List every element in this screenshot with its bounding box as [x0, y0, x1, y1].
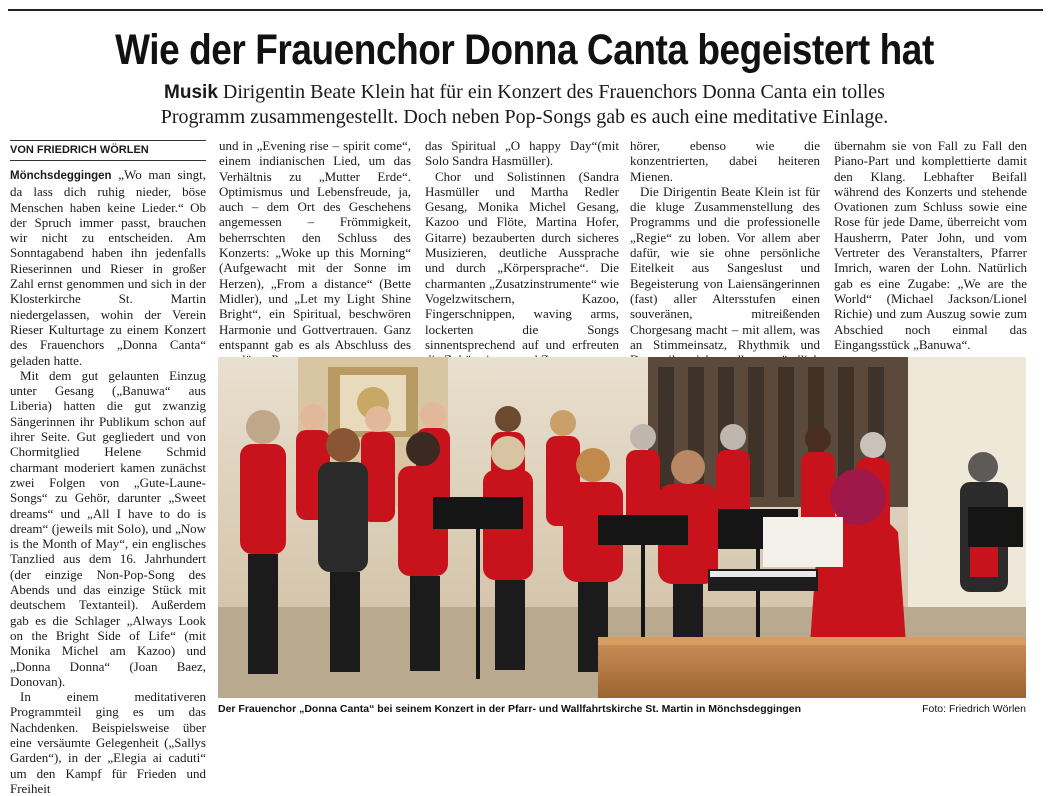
- column-5: [834, 138, 1027, 352]
- choir-photo: [218, 357, 1026, 698]
- photo-caption: [218, 703, 1026, 719]
- column-1: [10, 140, 206, 796]
- paragraph: das Spiritual „O happy Day“(mit Solo Sandra Hasmüller).: [425, 138, 619, 169]
- author-rule: [10, 160, 206, 161]
- teaser-text-2: Programm zusammengestellt. Doch neben Pop-Songs gab es auch eine meditative Einlage.: [160, 106, 889, 128]
- paragraph: und in „Evening rise – spirit come“, einem indianischen Lied, um das Verhältnis zu „Mutter Erde“. Optimismus und Lebensfreude, ja, auch – dem Ort des Geschehens angemessen – Frömmigkeit, beherrschten den Schluss des Konzerts: „Woke up this Morning“ (Aufgewacht mit der Sonne im Herzen), „From a distance“ (Bette Midler), und „Let my Light Shine Bright“, ein Spiritual, beschwören Harmonie und Gottvertrauen. Ganz entspannt gab es als Abschluss des: [219, 138, 411, 352]
- caption-text: Der Frauenchor „Donna Canta“ bei seinem Konzert in der Pfarr- und Wallfahrtskirche St. Martin in Mönchsdeggingen: [218, 703, 802, 715]
- teaser-line-1: [100, 80, 949, 105]
- column-4: [630, 138, 820, 352]
- choir-photo-illustration: [218, 357, 1026, 698]
- top-rule: [8, 9, 1043, 11]
- paragraph: [10, 167, 206, 368]
- column-2: [219, 138, 411, 352]
- paragraph: übernahm sie von Fall zu Fall den Piano-Part und komplettierte damit den Klang. Lebhafter Beifall während des Konzerts und stehende Ovationen zum Schluss sowie eine Rose für jede Dame, überreicht vom Hausherrn, Pater John, und vom Vertreter des Veranstalters, Pfarrer Imrich, waren der Lohn. Natürlich gab es eine Zugabe: „We are the World“ (Michael Jackson/Lionel Richie) und zum Auszug sowie zum Abschied noch einmal das Eingangsstück „Banuwa“.: [834, 138, 1027, 352]
- teaser: [100, 80, 949, 129]
- kicker: Musik: [164, 82, 218, 103]
- paragraph: In einem meditativeren Programmteil ging es um das Nachdenken. Beispielsweise über eine versäumte Gelegenheit („Sallys Garden“), in der „Elegia ai caduti“ um den Kampf für Frieden und Freiheit: [10, 689, 206, 796]
- paragraph: hörer, ebenso wie die konzentrierten, dabei heiteren Mienen.: [630, 138, 820, 184]
- paragraph: Mit dem gut gelaunten Einzug unter Gesang („Banuwa“ aus Liberia) hatten die gut zwanzig Sängerinnen ihr Publikum schon auf ihrer Seite. Gut gegliedert und von Chormitglied Helene Schmid charmant moderiert kamen zunächst zwei Folgen von „Gute-Laune-Songs“ zu Gehör, darunter „Sweet dreams“ und „All I have to do is dream“ (jeweils mit Solo), und „Now is the Month of May“, ein englisches Tanzlied aus dem 16. Jahrhundert (der einzige Non-Pop-Song des Abends und das einzige Stück mit deutschem Textanteil). Außerdem gab es die Schlager „Always Look on the Bright Side of Life“ (mit Monika Michel am Kazoo) und „Donna Donna“ (Joan Baez, Donovan).: [10, 367, 206, 689]
- dateline: Mönchsdeggingen: [10, 170, 112, 182]
- byline: VON FRIEDRICH WÖRLEN: [10, 144, 149, 156]
- paragraph: Chor und Solistinnen (Sandra Hasmüller und Martha Redler Gesang, Monika Michel Gesang, Kazoo und Flöte, Martina Hofer, Gitarre) bezauberten durch sicheres Musizieren, deutliche Aussprache und durch „Körpersprache“. Die charmanten „Zusatzinstrumente“ wie Vogelzwitschern, Kazoo, Fingerschnippen, waving arms, lockerten die Songs sinnentsprechend auf und erfreuten: [425, 168, 619, 352]
- paragraph-text: „Wo man singt, da lass dich ruhig nieder, böse Menschen haben keine Lieder.“ Ob der Spruch immer passt, brauchen wir nicht zu entscheiden. Am Sonntagabend haben ihn jedenfalls Rieserinnen und Rieser in großer Zahl ernst genommen und sich in der Klosterkirche St. Martin niedergelassen, wohin der Verein Rieser Kulturtage zu einem Konzert des Frauenchors „Donna Canta“ geladen hatte.: [10, 167, 206, 368]
- author-rule: [10, 140, 206, 141]
- photo-credit: Foto: Friedrich Wörlen: [922, 703, 1026, 715]
- teaser-text-1: Dirigentin Beate Klein hat für ein Konzert des Frauenchors Donna Canta ein tolles: [222, 81, 885, 103]
- paragraph: Die Dirigentin Beate Klein ist für die kluge Zusammenstellung des Programms und die professionelle „Regie“ zu loben. Vor allem aber dafür, wie sie ohne persönliche Eitelkeit aus Sangeslust und Begeisterung von Laiensängerinnen (fast) aller Altersstufen einen souveränen, mitreißenden Chorgesang macht – mit allem, was an Stimmeinsatz, Rhythmik und: [630, 183, 820, 352]
- column-3: [425, 138, 619, 352]
- headline: Wie der Frauenchor Donna Canta begeistert hat: [115, 26, 934, 74]
